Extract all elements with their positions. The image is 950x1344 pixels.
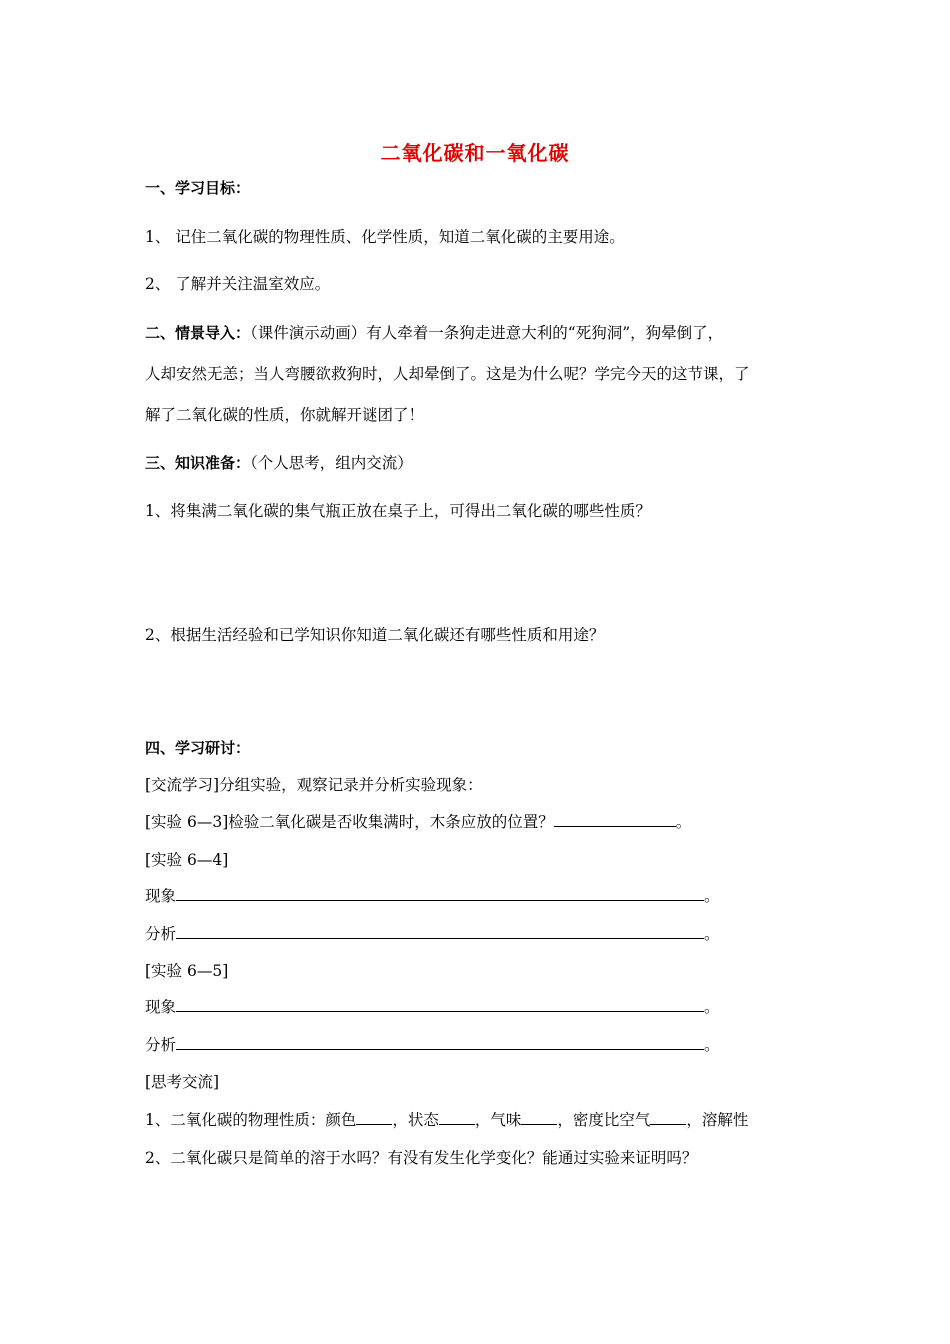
prep-heading-line	[145, 453, 413, 473]
period: 。	[704, 925, 720, 943]
section-heading-prep: 三、知识准备：	[145, 454, 251, 472]
intro-line-1	[145, 323, 723, 343]
odor-label: ，气味	[474, 1111, 522, 1129]
section-heading-study: 四、学习研讨：	[145, 739, 251, 757]
phenomenon-label: 现象	[145, 998, 177, 1016]
exp-6-5-phenomenon-line	[145, 997, 720, 1017]
exp-6-4-phenomenon-line	[145, 886, 720, 906]
exp-6-5-analysis-line	[145, 1035, 720, 1055]
odor-blank[interactable]	[521, 1110, 557, 1125]
think-item-1	[145, 1110, 748, 1130]
intro-text-1: （课件演示动画）有人牵着一条狗走进意大利的“死狗洞”，狗晕倒了，	[250, 324, 724, 342]
intro-line-2: 人却安然无恙；当人弯腰欲救狗时，人却晕倒了。这是为什么呢？学完今天的这节课，了	[145, 365, 750, 383]
analysis-label: 分析	[145, 925, 177, 943]
think-item-2: 2、二氧化碳只是简单的溶于水吗？有没有发生化学变化？能通过实验来证明吗？	[145, 1149, 698, 1167]
period: 。	[704, 1036, 720, 1054]
phenomenon-label: 现象	[145, 887, 177, 905]
exp-6-3-blank[interactable]	[554, 812, 676, 827]
goal-item-2: 2、 了解并关注温室效应。	[145, 275, 331, 293]
exchange-line: [交流学习]分组实验，观察记录并分析实验现象：	[145, 776, 483, 794]
prep-note: （个人思考，组内交流）	[250, 454, 413, 472]
color-blank[interactable]	[356, 1110, 392, 1125]
period: 。	[704, 887, 720, 905]
density-blank[interactable]	[650, 1110, 686, 1125]
section-heading-goals: 一、学习目标：	[145, 179, 251, 197]
exp-6-3-period: 。	[675, 813, 692, 831]
goal-item-1: 1、 记住二氧化碳的物理性质、化学性质，知道二氧化碳的主要用途。	[145, 228, 625, 246]
intro-line-3: 解了二氧化碳的性质，你就解开谜团了！	[145, 406, 425, 424]
exp-6-5-analysis-blank[interactable]	[176, 1035, 704, 1050]
color-label: 1、二氧化碳的物理性质：颜色	[145, 1111, 357, 1129]
exp-6-5-label: [实验 6—5]	[145, 962, 229, 980]
exp-6-4-analysis-line	[145, 924, 720, 944]
exp-6-3-line	[145, 812, 691, 832]
exp-6-4-label: [实验 6—4]	[145, 851, 229, 869]
exp-6-4-analysis-blank[interactable]	[176, 924, 704, 939]
page-title: 二氧化碳和一氧化碳	[380, 141, 570, 165]
density-label: ，密度比空气	[557, 1111, 651, 1129]
period: 。	[704, 998, 720, 1016]
prep-question-2: 2、根据生活经验和已学知识你知道二氧化碳还有哪些性质和用途？	[145, 626, 605, 644]
solubility-label: ，溶解性	[686, 1111, 749, 1129]
think-label: [思考交流]	[145, 1073, 220, 1091]
state-blank[interactable]	[439, 1110, 475, 1125]
section-heading-intro: 二、情景导入：	[145, 324, 251, 342]
prep-question-1: 1、将集满二氧化碳的集气瓶正放在桌子上，可得出二氧化碳的哪些性质？	[145, 502, 651, 520]
exp-6-5-phenomenon-blank[interactable]	[176, 997, 704, 1012]
exp-6-4-phenomenon-blank[interactable]	[176, 886, 704, 901]
exp-6-3-text: [实验 6—3]检验二氧化碳是否收集满时，木条应放的位置？	[145, 813, 554, 831]
state-label: ，状态	[392, 1111, 439, 1129]
analysis-label: 分析	[145, 1036, 177, 1054]
